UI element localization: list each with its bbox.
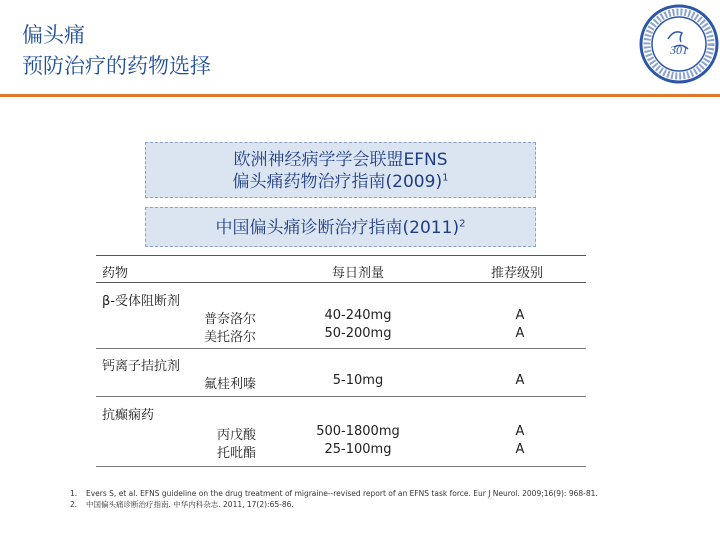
- drug-name: 丙戊酸: [216, 428, 256, 443]
- drug-grade: A: [515, 424, 525, 439]
- efns-ref-sup: 1: [442, 172, 449, 184]
- drug-grade: A: [515, 373, 525, 388]
- header-drug: 药物: [102, 266, 129, 281]
- reference-text: 中国偏头痛诊断治疗指南. 中华内科杂志. 2011, 17(2):65-86.: [86, 500, 294, 509]
- logo-text: 301: [670, 43, 688, 57]
- drug-dose: 25-100mg: [324, 442, 392, 457]
- reference-item: [70, 489, 630, 499]
- section-calcium-antagonists: [96, 349, 586, 397]
- china-ref-sup: 2: [459, 218, 466, 230]
- section-beta-blockers: [96, 283, 586, 349]
- header-divider: [0, 94, 720, 97]
- header-grade: 推荐级别: [491, 266, 544, 281]
- drug-dose: 40-240mg: [324, 308, 392, 323]
- drug-name: 氟桂利嗪: [203, 377, 256, 392]
- drug-grade: A: [515, 308, 525, 323]
- efns-line-1: 欧洲神经病学学会联盟EFNS: [233, 150, 448, 170]
- header-dose: 每日剂量: [331, 266, 384, 281]
- reference-number: 2.: [70, 500, 78, 509]
- table-header-row: [96, 255, 586, 283]
- references: [70, 489, 630, 511]
- drug-name: 托吡酯: [216, 446, 256, 461]
- reference-item: [70, 500, 630, 510]
- reference-number: 1.: [70, 489, 78, 498]
- drug-name: 美托洛尔: [203, 330, 256, 345]
- drug-dose: 500-1800mg: [316, 424, 400, 439]
- drug-dose: 50-200mg: [324, 326, 392, 341]
- china-line-text: 中国偏头痛诊断治疗指南(2011): [215, 218, 460, 238]
- category-label: β-受体阻断剂: [102, 294, 180, 309]
- title-line-1: 偏头痛: [22, 23, 85, 47]
- drug-grade: A: [515, 442, 525, 457]
- efns-line-2-text: 偏头痛药物治疗指南(2009): [232, 172, 443, 192]
- drug-grade: A: [515, 326, 525, 341]
- reference-text: Evers S, et al. EFNS guideline on the drug treatment of migraine--revised report of an EFNS task force. Eur J Neurol. 2009;16(9): 968-81.: [86, 489, 598, 498]
- china-guideline-box: [145, 207, 536, 247]
- page-title: [22, 20, 211, 82]
- drug-name: 普奈洛尔: [203, 312, 256, 327]
- efns-line-2: [146, 171, 535, 193]
- society-seal-icon: [638, 3, 720, 85]
- section-antiepileptics: [96, 397, 586, 467]
- title-line-2: 预防治疗的药物选择: [22, 54, 211, 78]
- efns-guideline-box: [145, 142, 536, 198]
- drug-dose: 5-10mg: [332, 373, 384, 388]
- category-label: 抗癫痫药: [102, 408, 155, 423]
- drug-table: [96, 255, 586, 467]
- category-label: 钙离子拮抗剂: [102, 359, 181, 374]
